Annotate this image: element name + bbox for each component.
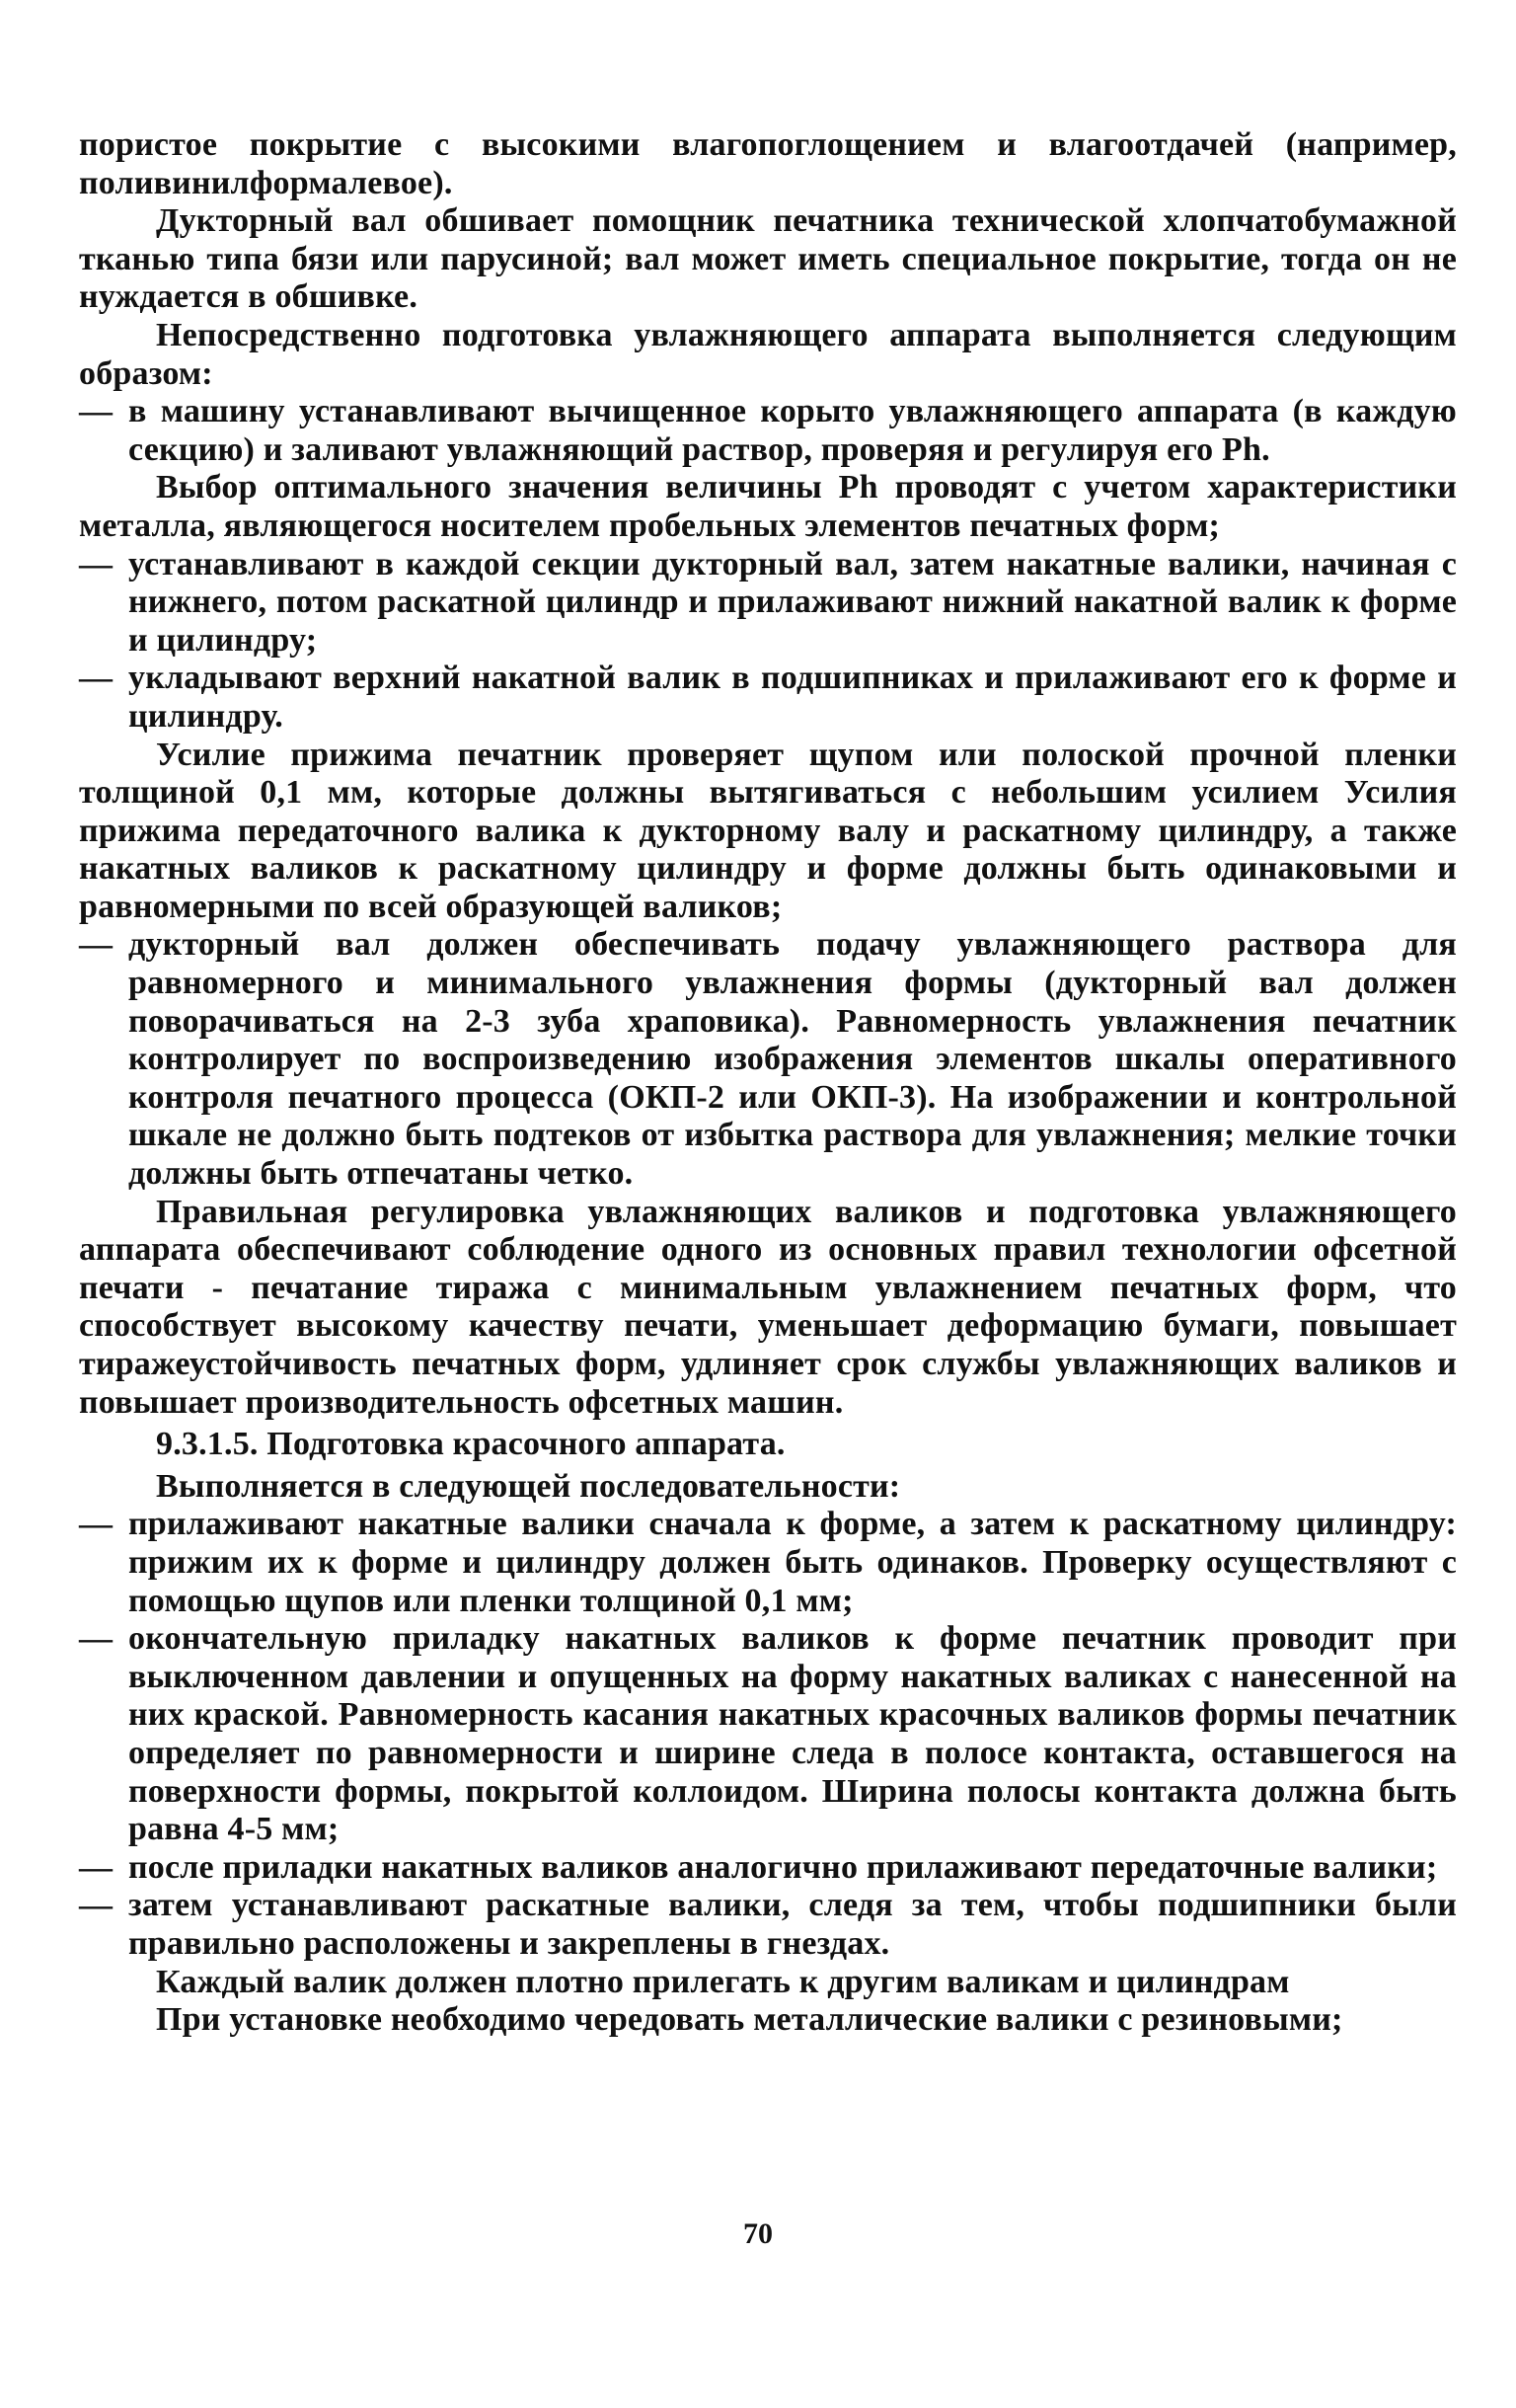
page-number: 70 bbox=[743, 2217, 773, 2250]
list-item bbox=[79, 393, 1457, 469]
list-item bbox=[79, 926, 1457, 1193]
paragraph: Усилие прижима печатник проверяет щупом или полоской прочной пленки толщиной 0,1 мм, которые должны вытягиваться с небольшим усилием Усилия прижима передаточного валика к дукторному валу и раскатному цилиндру, а также накатных валиков к раскатному цилиндру и форме должны быть одинаковыми и равномерными по всей образующей валиков; bbox=[79, 736, 1457, 925]
list-item-text: прилаживают накатные валики сначала к форме, а затем к раскатному цилиндру: прижим их к форме и цилиндру должен быть одинаков. Проверку осуществляют с помощью щупов или пленки толщиной 0,1 мм; bbox=[128, 1506, 1457, 1619]
paragraph: Правильная регулировка увлажняющих валиков и подготовка увлажняющего аппарата обеспечивают соблюдение одного из основных правил технологии офсетной печати - печатание тиража с минимальным увлажнением печатных форм, что способствует высокому качеству печати, уменьшает деформацию бумаги, повышает тиражеустойчивость печатных форм, удлиняет срок службы увлажняющих валиков и повышает производительность офсетных машин. bbox=[79, 1193, 1457, 1421]
paragraph: Каждый валик должен плотно прилегать к другим валикам и цилиндрам bbox=[156, 1963, 1290, 2000]
list-item-text: дукторный вал должен обеспечивать подачу увлажняющего раствора для равномерного и минимального увлажнения формы (дукторный вал должен поворачиваться на 2-3 зуба храповика). Равномерность увлажнения печатник контролирует по воспроизведению изображения элементов шкалы оперативного контроля печатного процесса (ОКП-2 или ОКП-3). На изображении и контрольной шкале не должно быть подтеков от избытка раствора для увлажнения; мелкие точки должны быть отпечатаны четко. bbox=[128, 926, 1457, 1193]
section-heading: 9.3.1.5. Подготовка красочного аппарата. bbox=[156, 1426, 786, 1463]
dash-bullet: — bbox=[79, 1887, 114, 1924]
list-item-text: после приладки накатных валиков аналогично прилаживают передаточные валики; bbox=[128, 1848, 1438, 1886]
dash-bullet: — bbox=[79, 1620, 114, 1658]
paragraph: Непосредственно подготовка увлажняющего аппарата выполняется следующим образом: bbox=[79, 316, 1457, 392]
paragraph: При установке необходимо чередовать металлические валики с резиновыми; bbox=[156, 2001, 1343, 2039]
dash-bullet: — bbox=[79, 926, 114, 964]
paragraph: Дукторный вал обшивает помощник печатника технической хлопчатобумажной тканью типа бязи или парусиной; вал может иметь специальное покрытие, тогда он не нуждается в обшивке. bbox=[79, 202, 1457, 316]
dash-bullet: — bbox=[79, 1848, 114, 1886]
list-item-text: устанавливают в каждой секции дукторный вал, затем накатные валики, начиная с нижнего, потом раскатной цилиндр и прилаживают нижний накатной валик к форме и цилиндру; bbox=[128, 545, 1457, 659]
paragraph: Выполняется в следующей последовательности: bbox=[156, 1467, 901, 1505]
list-item-text: укладывают верхний накатной валик в подшипниках и прилаживают его к форме и цилиндру. bbox=[128, 660, 1457, 735]
dash-bullet: — bbox=[79, 660, 114, 697]
list-item bbox=[79, 1620, 1457, 1849]
list-item bbox=[79, 1887, 1457, 1963]
dash-bullet: — bbox=[79, 393, 114, 430]
paragraph: Выбор оптимального значения величины Ph проводят с учетом характеристики металла, являющегося носителем пробельных элементов печатных форм; bbox=[79, 469, 1457, 544]
dash-bullet: — bbox=[79, 545, 114, 583]
list-item-text: в машину устанавливают вычищенное корыто увлажняющего аппарата (в каждую секцию) и заливают увлажняющий раствор, проверяя и регулируя его Ph. bbox=[128, 393, 1457, 468]
paragraph: пористое покрытие с высокими влагопоглощением и влагоотдачей (например, поливинилформалевое). bbox=[79, 126, 1457, 201]
list-item-text: окончательную приладку накатных валиков к форме печатник проводит при выключенном давлении и опущенных на форму накатных валиках с нанесенной на них краской. Равномерность касания накатных красочных валиков формы печатник определяет по равномерности и ширине следа в полосе контакта, оставшегося на поверхности формы, покрытой коллоидом. Ширина полосы контакта должна быть равна 4-5 мм; bbox=[128, 1620, 1457, 1848]
list-item bbox=[79, 1506, 1457, 1620]
list-item bbox=[79, 546, 1457, 660]
list-item bbox=[79, 660, 1457, 736]
dash-bullet: — bbox=[79, 1506, 114, 1543]
document-page bbox=[79, 126, 1457, 2040]
list-item-text: затем устанавливают раскатные валики, следя за тем, чтобы подшипники были правильно расположены и закреплены в гнездах. bbox=[128, 1887, 1457, 1962]
list-item bbox=[79, 1849, 1457, 1888]
